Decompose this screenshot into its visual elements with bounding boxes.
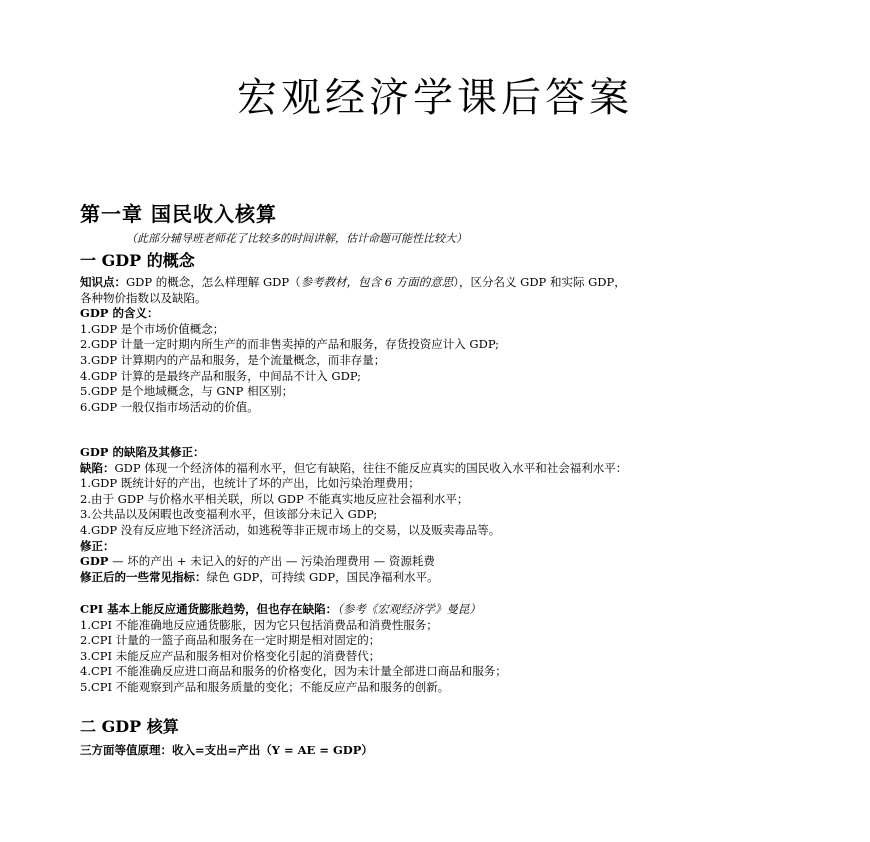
cpi-heading-reference: （参考《宏观经济学》曼昆） — [337, 602, 481, 616]
gdp-defect-item: 2.由于 GDP 与价格水平相关联，所以 GDP 不能真实地反应社会福利水平； — [80, 491, 469, 506]
knowledge-points-text-a: GDP 的概念，怎么样理解 GDP（ — [126, 275, 301, 289]
gdp-defects-intro — [80, 461, 790, 477]
gdp-meaning-item: 3.GDP 计算期内的产品和服务，是个流量概念，而非存量； — [80, 352, 386, 367]
gdp-defect-item: 3.公共品以及闲暇也改变福利水平，但该部分未记入 GDP; — [80, 507, 378, 522]
gdp-defect-item: 4.GDP 没有反应地下经济活动，如逃税等非正规市场上的交易，以及贩卖毒品等。 — [80, 522, 501, 537]
correction-formula — [80, 554, 790, 570]
cpi-item: 3.CPI 未能反应产品和服务相对价格变化引起的消费替代； — [80, 648, 381, 663]
defects-label: 缺陷： — [80, 460, 115, 475]
gdp-meaning-item: 1.GDP 是个市场价值概念； — [80, 321, 225, 336]
chapter-note: （此部分辅导班老师花了比较多的时间讲解，估计命题可能性比较大） — [126, 232, 467, 245]
gdp-meaning-item: 6.GDP 一般仅指市场活动的价值。 — [80, 399, 259, 414]
knowledge-points-label: 知识点： — [80, 275, 126, 289]
gdp-accounting-block — [80, 743, 790, 759]
knowledge-points-text-b: ），区分名义 GDP 和实际 GDP， — [453, 275, 626, 289]
common-indicators-label: 修正后的一些常见指标： — [80, 569, 207, 584]
gdp-defects-block — [80, 445, 790, 585]
gdp-meaning-item: 5.GDP 是个地域概念，与 GNP 相区别； — [80, 384, 294, 399]
cpi-item: 1.CPI 不能准确地反应通货膨胀，因为它只包括消费品和消费性服务； — [80, 617, 438, 632]
gdp-defect-item: 1.GDP 既统计好的产出，也统计了坏的产出，比如污染治理费用； — [80, 476, 420, 491]
defects-intro-text: GDP 体现一个经济体的福利水平，但它有缺陷，往往不能反应真实的国民收入水平和社会福利水平： — [114, 460, 628, 475]
knowledge-points-reference: 参考教材，包含 6 方面的意思 — [300, 275, 454, 289]
common-indicators-line — [80, 570, 790, 586]
section-heading-gdp-concept: 一 GDP 的概念 — [80, 251, 195, 270]
three-way-equivalence: 三方面等值原理：收入=支出=产出（Y = AE = GDP） — [80, 743, 373, 757]
knowledge-points-line-2: 各种物价指数以及缺陷。 — [80, 290, 207, 305]
section-heading-gdp-accounting: 二 GDP 核算 — [80, 717, 179, 736]
cpi-block — [80, 602, 790, 696]
document-title: 宏观经济学课后答案 — [237, 75, 633, 121]
gdp-meaning-item: 4.GDP 计算的是最终产品和服务，中间品不计入 GDP; — [80, 368, 362, 383]
gdp-meaning-heading: GDP 的含义： — [80, 306, 159, 321]
cpi-item: 2.CPI 计量的一篮子商品和服务在一定时期是相对固定的； — [80, 633, 381, 648]
knowledge-points-line — [80, 275, 790, 291]
cpi-item: 5.CPI 不能观察到产品和服务质量的变化；不能反应产品和服务的创新。 — [80, 679, 450, 694]
common-indicators-text: 绿色 GDP，可持续 GDP，国民净福利水平。 — [206, 569, 439, 584]
chapter-heading: 第一章 国民收入核算 — [80, 202, 277, 226]
correction-formula-rest: — 坏的产出 + 未记入的好的产出 — 污染治理费用 — 资源耗费 — [108, 554, 435, 569]
correction-formula-lead: GDP — [80, 554, 109, 569]
cpi-heading — [80, 602, 790, 618]
correction-label: 修正： — [80, 538, 115, 553]
cpi-item: 4.CPI 不能准确反应进口商品和服务的价格变化，因为未计量全部进口商品和服务； — [80, 664, 507, 679]
gdp-defects-heading: GDP 的缺陷及其修正： — [80, 445, 205, 459]
cpi-heading-text: CPI 基本上能反应通货膨胀趋势，但也存在缺陷： — [80, 602, 338, 616]
gdp-concept-block — [80, 275, 790, 415]
gdp-meaning-item: 2.GDP 计量一定时期内所生产的而非售卖掉的产品和服务，存货投资应计入 GDP; — [80, 337, 500, 352]
